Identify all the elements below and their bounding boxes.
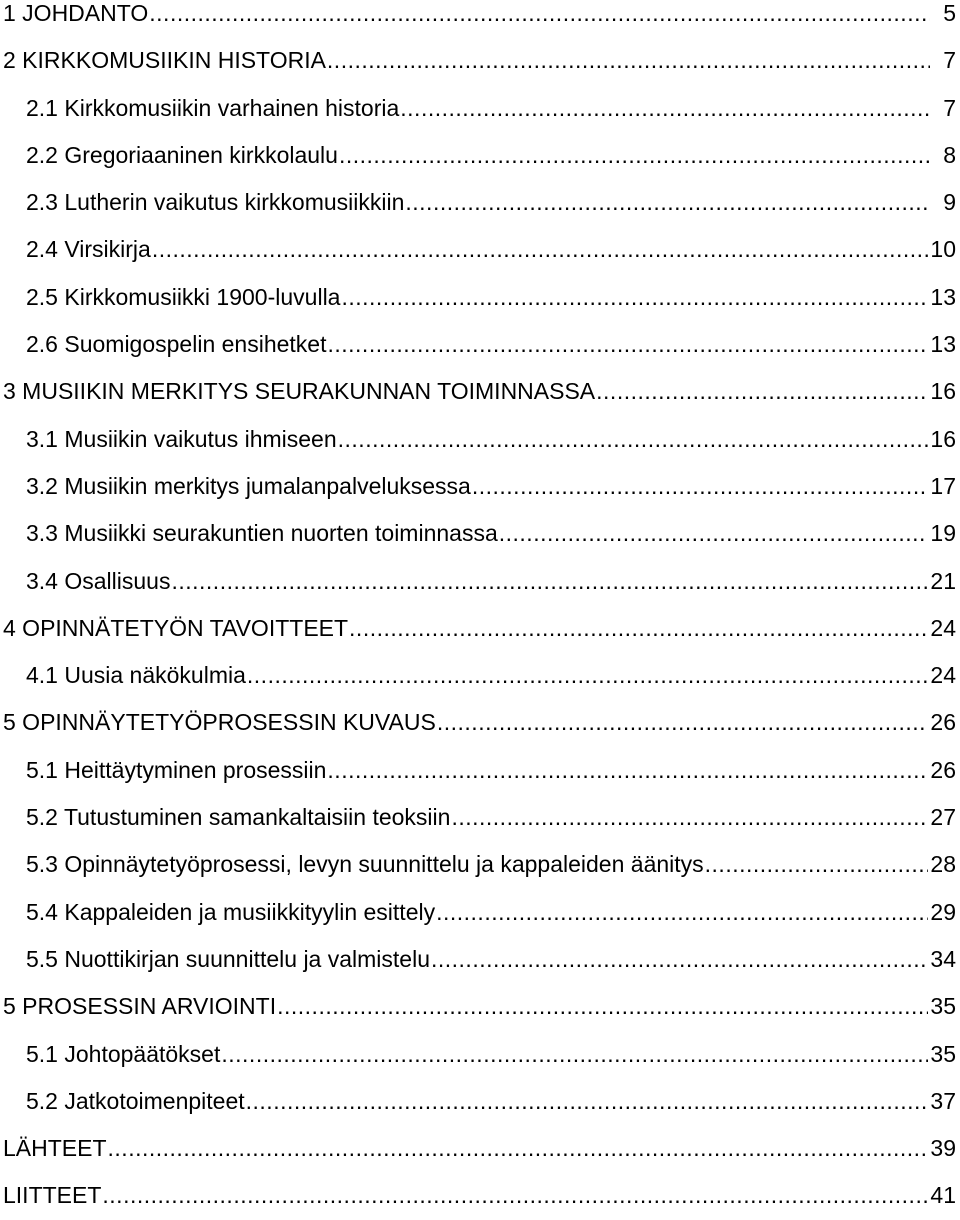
dot-leader bbox=[400, 85, 930, 132]
dot-leader bbox=[327, 747, 928, 794]
toc-entry-label: LÄHTEET bbox=[3, 1135, 107, 1162]
toc-entry[interactable] bbox=[0, 1078, 960, 1125]
toc-entry-label: 2.3 Lutherin vaikutus kirkkomusiikkiin bbox=[26, 189, 405, 216]
toc-entry-label: 2.5 Kirkkomusiikki 1900-luvulla bbox=[26, 283, 341, 310]
toc-entry-page: 13 bbox=[930, 283, 956, 310]
toc-entry[interactable] bbox=[0, 1031, 960, 1078]
dot-leader bbox=[472, 463, 929, 510]
dot-leader bbox=[338, 416, 929, 463]
toc-entry-page: 26 bbox=[930, 709, 956, 736]
dot-leader bbox=[149, 0, 930, 37]
dot-leader bbox=[247, 652, 929, 699]
dot-leader bbox=[431, 936, 928, 983]
toc-entry[interactable] bbox=[0, 983, 960, 1030]
toc-entry[interactable] bbox=[0, 226, 960, 273]
toc-entry-page: 10 bbox=[930, 236, 956, 263]
toc-entry-page: 21 bbox=[930, 567, 956, 594]
toc-entry[interactable] bbox=[0, 1172, 960, 1219]
toc-entry-label: 5 OPINNÄYTETYÖPROSESSIN KUVAUS bbox=[3, 709, 436, 736]
toc-entry-page: 35 bbox=[930, 993, 956, 1020]
toc-entry-page: 7 bbox=[943, 47, 956, 74]
toc-entry-page: 9 bbox=[943, 189, 956, 216]
dot-leader bbox=[339, 132, 930, 179]
toc-entry[interactable] bbox=[0, 605, 960, 652]
toc-entry-page: 5 bbox=[943, 0, 956, 26]
toc-entry[interactable] bbox=[0, 889, 960, 936]
toc-entry-label: 2.6 Suomigospelin ensihetket bbox=[26, 331, 327, 358]
toc-entry-page: 24 bbox=[930, 614, 956, 641]
toc-entry-label: 5.2 Jatkotoimenpiteet bbox=[26, 1087, 245, 1114]
toc-entry-label: 5 PROSESSIN ARVIOINTI bbox=[3, 993, 277, 1020]
toc-entry[interactable] bbox=[0, 841, 960, 888]
toc-entry[interactable] bbox=[0, 321, 960, 368]
toc-entry[interactable] bbox=[0, 699, 960, 746]
toc-entry-page: 16 bbox=[930, 425, 956, 452]
dot-leader bbox=[405, 179, 930, 226]
toc-entry-page: 37 bbox=[930, 1087, 956, 1114]
toc-entry-page: 17 bbox=[930, 472, 956, 499]
toc-entry-label: 5.1 Heittäytyminen prosessiin bbox=[26, 756, 327, 783]
dot-leader bbox=[451, 794, 928, 841]
toc-entry[interactable] bbox=[0, 132, 960, 179]
dot-leader bbox=[499, 510, 929, 557]
toc-entry-label: 5.4 Kappaleiden ja musiikkityylin esittely bbox=[26, 898, 436, 925]
toc-entry-page: 26 bbox=[930, 756, 956, 783]
dot-leader bbox=[341, 274, 928, 321]
toc-entry-label: LIITTEET bbox=[3, 1182, 102, 1209]
toc-entry-label: 3 MUSIIKIN MERKITYS SEURAKUNNAN TOIMINNASSA bbox=[3, 378, 596, 405]
toc-entry-label: 5.3 Opinnäytetyöprosessi, levyn suunnittelu ja kappaleiden äänitys bbox=[26, 851, 704, 878]
dot-leader bbox=[327, 37, 930, 84]
dot-leader bbox=[277, 983, 928, 1030]
toc-entry-label: 4 OPINNÄTETYÖN TAVOITTEET bbox=[3, 614, 349, 641]
toc-entry-page: 16 bbox=[930, 378, 956, 405]
toc-entry-label: 1 JOHDANTO bbox=[3, 0, 149, 26]
dot-leader bbox=[102, 1172, 928, 1219]
toc-entry-label: 2.2 Gregoriaaninen kirkkolaulu bbox=[26, 141, 338, 168]
toc-entry-label: 5.1 Johtopäätökset bbox=[26, 1040, 221, 1067]
toc-entry-label: 5.5 Nuottikirjan suunnittelu ja valmistelu bbox=[26, 945, 430, 972]
toc-entry[interactable] bbox=[0, 85, 960, 132]
toc-entry-label: 3.3 Musiikki seurakuntien nuorten toiminnassa bbox=[26, 520, 498, 547]
dot-leader bbox=[221, 1031, 928, 1078]
toc-entry-page: 28 bbox=[930, 851, 956, 878]
toc-entry-page: 24 bbox=[930, 662, 956, 689]
toc-entry-label: 2.4 Virsikirja bbox=[26, 236, 151, 263]
toc-entry[interactable] bbox=[0, 652, 960, 699]
toc-entry[interactable] bbox=[0, 936, 960, 983]
toc-entry[interactable] bbox=[0, 463, 960, 510]
toc-entry-label: 2 KIRKKOMUSIIKIN HISTORIA bbox=[3, 47, 326, 74]
toc-entry-page: 13 bbox=[930, 331, 956, 358]
toc-entry-page: 29 bbox=[930, 898, 956, 925]
toc-entry-label: 3.2 Musiikin merkitys jumalanpalveluksessa bbox=[26, 472, 471, 499]
dot-leader bbox=[171, 558, 928, 605]
dot-leader bbox=[437, 699, 929, 746]
toc-entry[interactable] bbox=[0, 274, 960, 321]
toc-entry[interactable] bbox=[0, 37, 960, 84]
toc-entry-page: 35 bbox=[930, 1040, 956, 1067]
toc-entry-page: 7 bbox=[943, 94, 956, 121]
toc-entry-label: 4.1 Uusia näkökulmia bbox=[26, 662, 246, 689]
dot-leader bbox=[436, 889, 928, 936]
toc-entry-label: 5.2 Tutustuminen samankaltaisiin teoksiin bbox=[26, 804, 451, 831]
toc-entry-page: 8 bbox=[943, 141, 956, 168]
toc-entry[interactable] bbox=[0, 0, 960, 37]
toc-entry-page: 34 bbox=[930, 945, 956, 972]
toc-entry-label: 3.1 Musiikin vaikutus ihmiseen bbox=[26, 425, 337, 452]
toc-entry[interactable] bbox=[0, 558, 960, 605]
toc-entry[interactable] bbox=[0, 794, 960, 841]
dot-leader bbox=[152, 226, 929, 273]
toc-entry-label: 2.1 Kirkkomusiikin varhainen historia bbox=[26, 94, 400, 121]
dot-leader bbox=[705, 841, 929, 888]
toc-entry[interactable] bbox=[0, 368, 960, 415]
toc-entry[interactable] bbox=[0, 416, 960, 463]
toc-entry-page: 19 bbox=[930, 520, 956, 547]
dot-leader bbox=[596, 368, 928, 415]
toc-entry-page: 39 bbox=[930, 1135, 956, 1162]
toc-entry[interactable] bbox=[0, 747, 960, 794]
dot-leader bbox=[108, 1125, 929, 1172]
toc-entry-label: 3.4 Osallisuus bbox=[26, 567, 171, 594]
toc-entry[interactable] bbox=[0, 510, 960, 557]
dot-leader bbox=[246, 1078, 929, 1125]
dot-leader bbox=[327, 321, 928, 368]
toc-entry[interactable] bbox=[0, 1125, 960, 1172]
toc-entry-page: 27 bbox=[930, 804, 956, 831]
toc-entry-page: 41 bbox=[930, 1182, 956, 1209]
dot-leader bbox=[349, 605, 928, 652]
toc-entry[interactable] bbox=[0, 179, 960, 226]
